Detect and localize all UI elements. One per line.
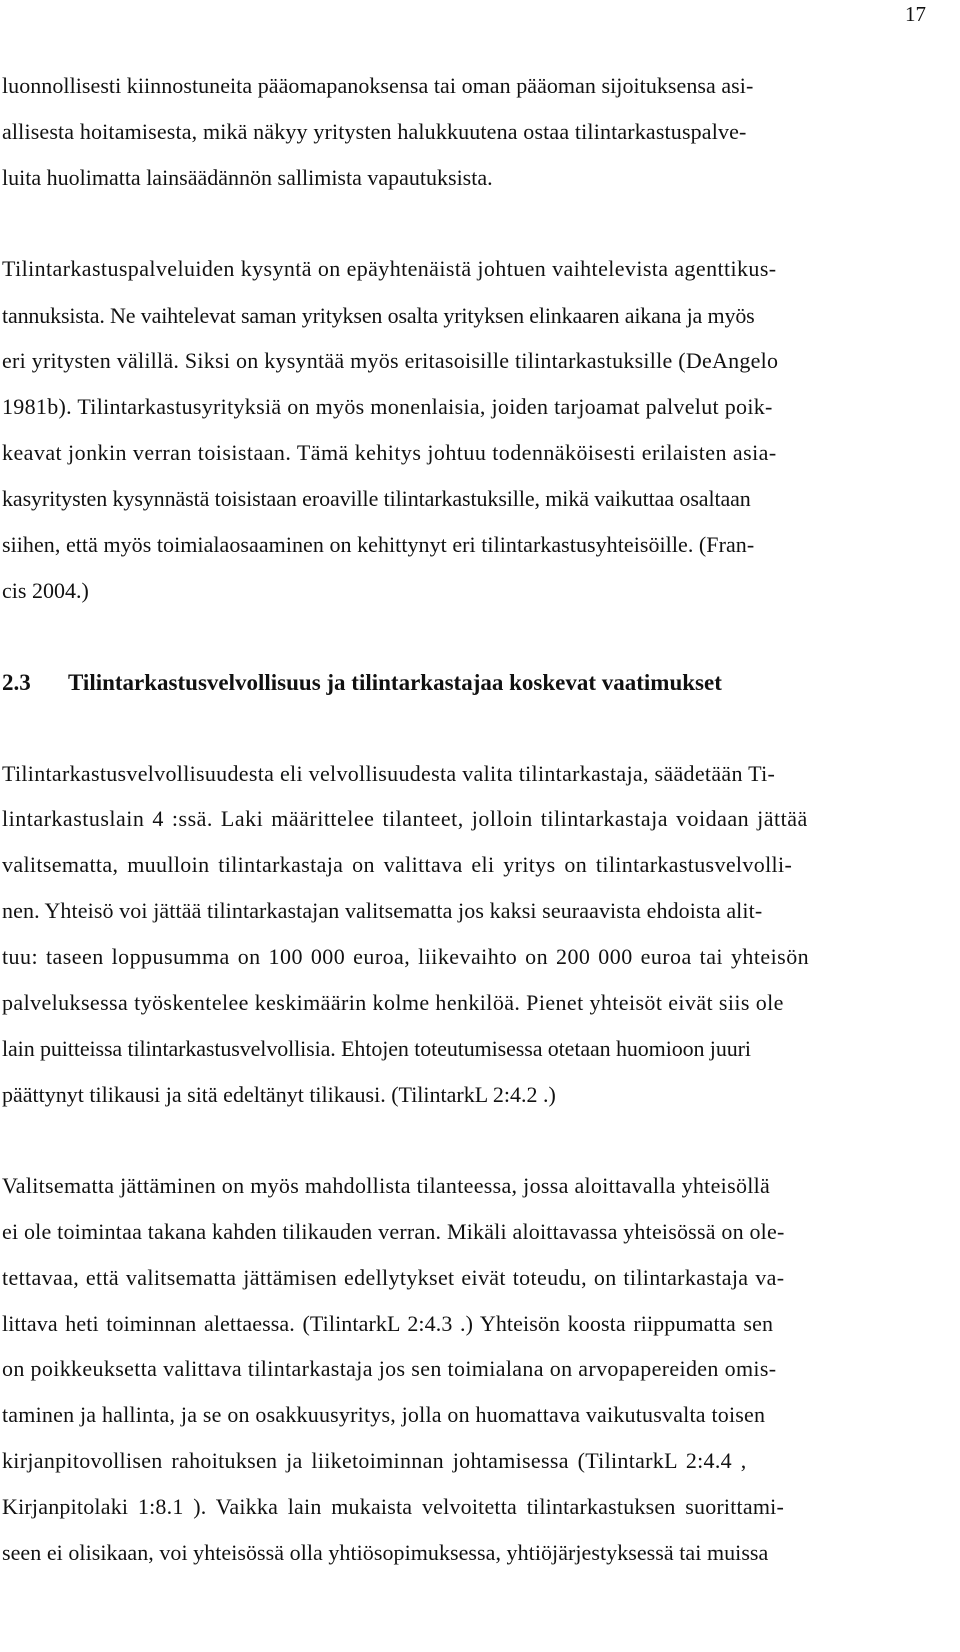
line-text: kirjanpitovollisen rahoituksen ja liiketoiminnan johtamisessa (TilintarkL 2:4.4 , [2,1448,747,1473]
line-text: kasyritysten kysynnästä toisistaan eroaville tilintarkastuksille, mikä vaikuttaa osaltaan [2,486,751,511]
line-text: tuu: taseen loppusumma on 100 000 euroa, liikevaihto on 200 000 euroa tai yhteisön [2,944,810,969]
page-number: 17 [905,2,926,26]
line-text: tannuksista. Ne vaihtelevat saman yrityksen osalta yrityksen elinkaaren aikana ja myös [2,303,755,328]
line-text: palveluksessa työskentelee keskimäärin kolme henkilöä. Pienet yhteisöt eivät siis ole [2,990,784,1015]
line-text: nen. Yhteisö voi jättää tilintarkastajan valitsematta jos kaksi seuraavista ehdoista alit- [2,898,763,923]
line-text: cis 2004.) [2,578,89,603]
line-text: Kirjanpitolaki 1:8.1 ). Vaikka lain mukaista velvoitetta tilintarkastuksen suorittami- [2,1494,784,1519]
line-text: eri yritysten välillä. Siksi on kysyntää myös eritasoisille tilintarkastuksille (DeAngelo [2,348,779,373]
section-title: Tilintarkastusvelvollisuus ja tilintarkastajaa koskevat vaatimukset [68,670,722,695]
line-text: Tilintarkastusvelvollisuudesta eli velvollisuudesta valita tilintarkastaja, säädetään Ti- [2,761,776,786]
line-text: lintarkastuslain 4 :ssä. Laki määrittelee tilanteet, jolloin tilintarkastaja voidaan jättää [2,806,808,831]
line-text: keavat jonkin verran toisistaan. Tämä kehitys johtuu todennäköisesti erilaisten asia- [2,440,777,465]
line-text: siihen, että myös toimialaosaaminen on kehittynyt eri tilintarkastusyhteisöille. (Fran- [2,532,755,557]
line-text: taminen ja hallinta, ja se on osakkuusyritys, jolla on huomattava vaikutusvalta toisen [2,1402,766,1427]
line-text: on poikkeuksetta valittava tilintarkastaja jos sen toimialana on arvopapereiden omis- [2,1356,777,1381]
line-text: luita huolimatta lainsäädännön sallimista vapautuksista. [2,165,493,190]
line-text: seen ei olisikaan, voi yhteisössä olla yhtiösopimuksessa, yhtiöjärjestyksessä tai muissa [2,1540,769,1565]
line-text: luonnollisesti kiinnostuneita pääomapanoksensa tai oman pääoman sijoituksensa asi- [2,73,754,98]
line-text: ei ole toimintaa takana kahden tilikauden verran. Mikäli aloittavassa yhteisössä on ole- [2,1219,785,1244]
line-text: Tilintarkastuspalveluiden kysyntä on epäyhtenäistä johtuen vaihtelevista agenttikus- [2,256,777,281]
line-text: valitsematta, muulloin tilintarkastaja on valittava eli yritys on tilintarkastusvelvolli- [2,852,793,877]
line-text: 1981b). Tilintarkastusyrityksiä on myös monenlaisia, joiden tarjoamat palvelut poik- [2,394,773,419]
line-text: Valitsematta jättäminen on myös mahdollista tilanteessa, jossa aloittavalla yhteisöllä [2,1173,771,1198]
line-text: allisesta hoitamisesta, mikä näkyy yritysten halukkuutena ostaa tilintarkastuspalve- [2,119,747,144]
line-text: päättynyt tilikausi ja sitä edeltänyt tilikausi. (TilintarkL 2:4.2 .) [2,1082,556,1107]
line-text: tettavaa, että valitsematta jättämisen edellytykset eivät toteudu, on tilintarkastaja va- [2,1265,785,1290]
line-text: lain puitteissa tilintarkastusvelvollisia. Ehtojen toteutumisessa otetaan huomioon juuri [2,1036,751,1061]
line-text: littava heti toiminnan alettaessa. (TilintarkL 2:4.3 .) Yhteisön koosta riippumatta sen [2,1311,774,1336]
section-number: 2.3 [2,670,31,695]
